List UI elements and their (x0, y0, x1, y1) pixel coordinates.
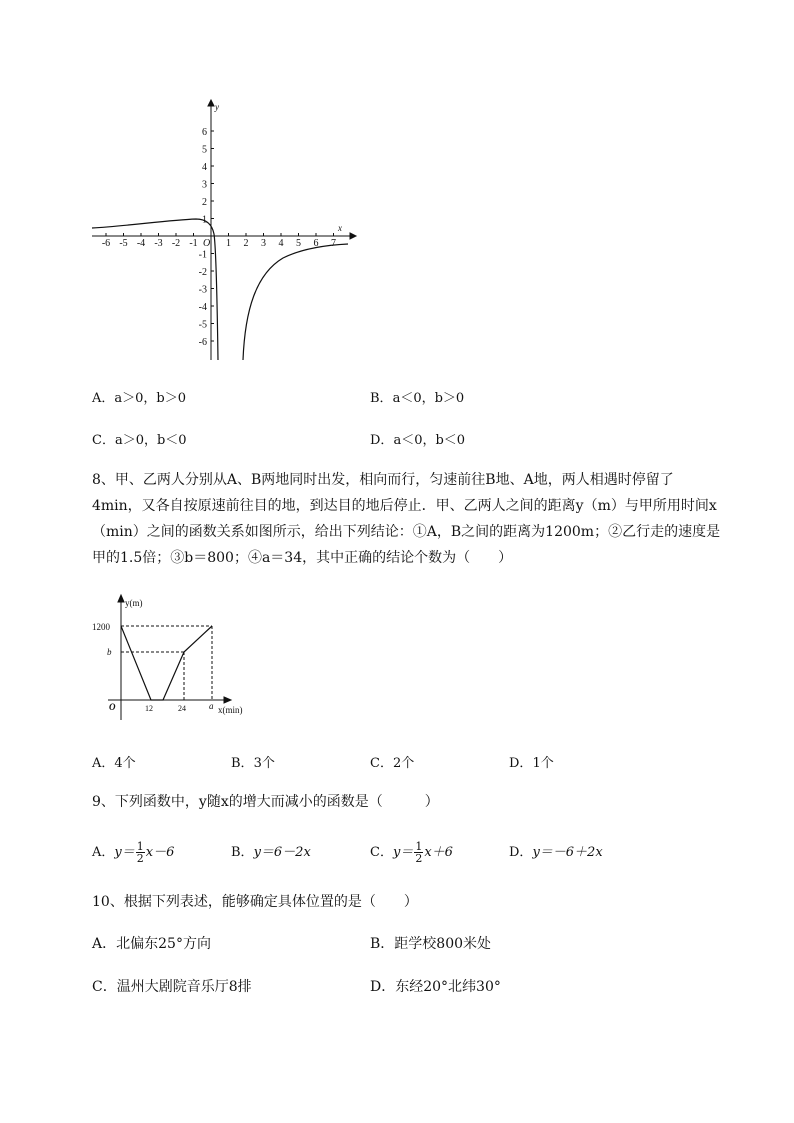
x-tick-24: 24 (178, 704, 186, 713)
x-tick-label: 6 (313, 238, 319, 249)
x-tick-label: -3 (154, 238, 163, 249)
q7-option-a[interactable] (92, 387, 186, 406)
q9-option-c[interactable] (370, 838, 453, 868)
y-tick-label: 1 (202, 214, 207, 226)
y-axis-arrow (208, 100, 214, 106)
function-graph-q7 (88, 98, 358, 368)
option-text: 4个 (114, 756, 136, 771)
y-tick-b: b (107, 647, 112, 657)
q8-stem-line-2: 4min，又各自按原速前往目的地，到达目的地后停止．甲、乙两人之间的距离y（m）与甲所用时间x (92, 498, 717, 514)
x-tick-label: 3 (261, 238, 266, 249)
x-tick-label: -2 (171, 238, 181, 249)
y-axis-label: y(m) (125, 598, 143, 608)
y-tick-label: 3 (202, 179, 207, 191)
option-letter: B． (231, 756, 254, 771)
formula-suffix: x＋6 (424, 845, 453, 860)
q7-option-d[interactable] (370, 429, 465, 448)
q9-stem: 9、下列函数中，y随x的增大而减小的函数是（ ） (92, 794, 439, 810)
option-letter: A． (92, 391, 115, 406)
option-letter: C． (370, 756, 393, 771)
x-tick-label: 1 (226, 238, 231, 249)
q9-option-d[interactable] (509, 838, 603, 868)
x-tick-12: 12 (145, 704, 153, 713)
x-tick-label: -1 (189, 238, 198, 249)
fraction-numerator: 1 (415, 840, 423, 853)
y-tick-label: -1 (198, 249, 207, 261)
formula-suffix: x－6 (145, 845, 175, 860)
x-tick-label: 5 (296, 238, 301, 249)
x-tick-label: -6 (101, 238, 111, 249)
q8-stem-line-4: 甲的1.5倍；③b＝800；④a＝34，其中正确的结论个数为（ ） (92, 550, 513, 566)
y-axis-arrow (118, 595, 124, 602)
option-text: y＝－6＋2x (532, 845, 603, 860)
q8-option-b[interactable] (231, 752, 275, 771)
x-tick-label: -5 (119, 238, 128, 249)
y-tick-1200: 1200 (92, 622, 110, 632)
x-tick-label: 7 (331, 238, 336, 249)
x-tick-a: a (209, 701, 214, 711)
x-axis-label: x (338, 223, 342, 233)
q7-option-b[interactable] (370, 387, 464, 406)
option-letter: D． (509, 845, 533, 860)
option-letter: B． (370, 936, 395, 952)
formula-prefix: y＝ (114, 845, 135, 860)
q9-option-b[interactable] (231, 838, 311, 868)
x-axis-arrow (224, 697, 231, 703)
y-tick-label: -2 (198, 267, 207, 278)
fraction-denominator: 2 (136, 852, 144, 865)
x-tick-label: 4 (278, 238, 284, 249)
x-tick-label: -4 (136, 238, 146, 249)
option-text: 1个 (532, 756, 554, 771)
option-text: a＞0，b＜0 (114, 433, 187, 448)
option-letter: C． (92, 433, 115, 448)
option-text: 3个 (253, 756, 275, 771)
option-letter: B． (231, 845, 254, 860)
option-text: y＝6－2x (253, 845, 311, 860)
option-letter: C． (92, 979, 117, 995)
q8-stem-line-3: （min）之间的函数关系如图所示，给出下列结论：①A，B之间的距离为1200m；②乙行走的速度是 (92, 524, 721, 540)
q10-stem: 10、根据下列表述，能够确定具体位置的是（ ） (92, 894, 418, 910)
option-letter: A． (92, 756, 115, 771)
q7-option-c[interactable] (92, 429, 187, 448)
fraction (136, 841, 145, 864)
y-tick-label: 2 (202, 197, 207, 208)
x-axis-arrow (350, 233, 356, 239)
y-tick-label: -3 (198, 284, 207, 296)
curve-right-branch (243, 244, 348, 360)
option-letter: D． (509, 756, 533, 771)
option-text: 北偏东25°方向 (116, 936, 211, 952)
y-tick-label: 4 (202, 162, 207, 173)
option-letter: A． (92, 845, 115, 860)
option-letter: A． (92, 936, 117, 952)
option-text: 东经20°北纬30° (395, 979, 501, 995)
fraction-numerator: 1 (136, 840, 144, 853)
q9-option-a[interactable] (92, 838, 174, 868)
option-text: a＜0，b＜0 (393, 433, 466, 448)
x-axis-label: x(min) (218, 705, 243, 715)
q10-option-b[interactable] (370, 931, 491, 957)
q10-option-d[interactable] (370, 974, 501, 1000)
y-tick-label: 5 (202, 144, 207, 156)
option-letter: D． (370, 979, 396, 995)
origin-label: O (203, 238, 211, 249)
q10-option-c[interactable] (92, 974, 252, 1000)
x-tick-label: 2 (243, 238, 249, 249)
option-text: a＞0，b＞0 (114, 391, 187, 406)
option-letter: B． (370, 391, 393, 406)
q8-option-d[interactable] (509, 752, 554, 771)
y-tick-label: -5 (198, 319, 207, 331)
y-tick-label: 6 (202, 127, 207, 138)
option-text: 温州大剧院音乐厅8排 (116, 979, 252, 995)
y-tick-label: -4 (198, 302, 207, 313)
option-text: 2个 (392, 756, 415, 771)
fraction (414, 841, 423, 864)
distance-time-graph-q8 (88, 592, 258, 727)
distance-polyline (121, 626, 212, 700)
option-letter: D． (370, 433, 394, 448)
option-text: 距学校800米处 (394, 936, 492, 952)
q10-option-a[interactable] (92, 931, 211, 957)
q8-option-c[interactable] (370, 752, 414, 771)
formula-prefix: y＝ (392, 845, 414, 860)
fraction-denominator: 2 (415, 852, 423, 865)
origin-label: O (109, 702, 116, 712)
y-tick-label: -6 (198, 337, 207, 348)
y-axis-label: y (215, 102, 219, 112)
option-text: a＜0，b＞0 (392, 391, 465, 406)
option-letter: C． (370, 845, 393, 860)
q8-option-a[interactable] (92, 752, 136, 771)
q8-stem-line-1: 8、甲、乙两人分别从A、B两地同时出发，相向而行，匀速前往B地、A地，两人相遇时停留了 (92, 472, 674, 488)
